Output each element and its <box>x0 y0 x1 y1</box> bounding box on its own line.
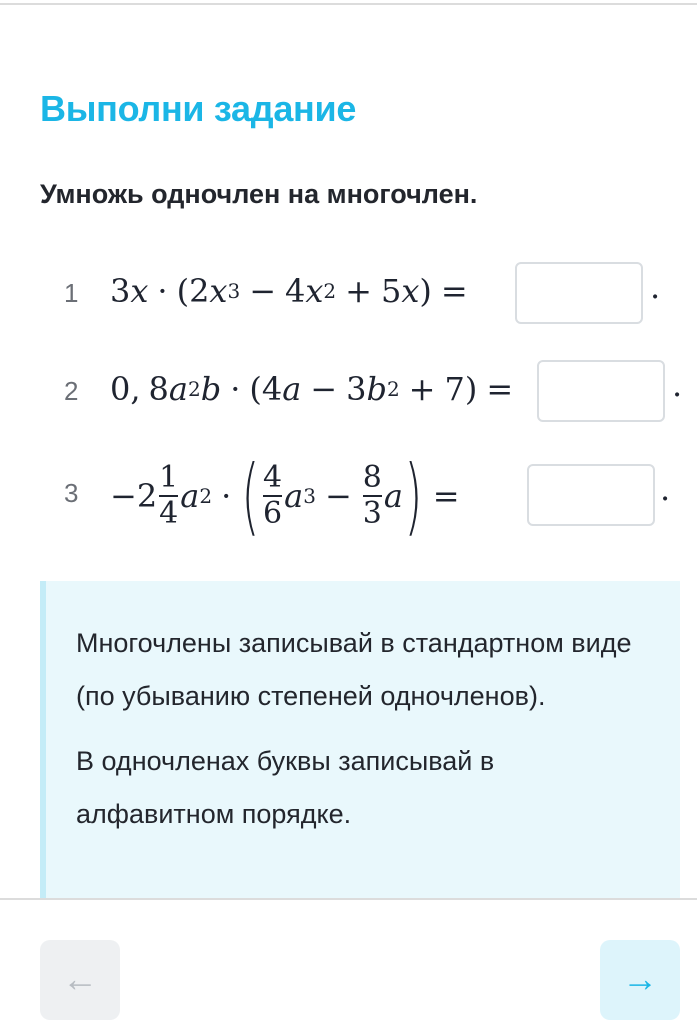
period: . <box>660 470 671 508</box>
task-number: 3 <box>64 478 79 508</box>
hint-paragraph-alphabetical: В одночленах буквы записывай в алфавитном порядке. <box>76 746 495 829</box>
next-button[interactable] <box>600 940 680 1020</box>
period: . <box>672 366 683 404</box>
previous-button[interactable] <box>40 940 120 1020</box>
math-expression-3: −2 $\frac{1}{4}$ a 2 · ( $\frac{4}{6}$ a 3 − $\frac{8}{3}$ a ) = <box>110 447 460 545</box>
task-row-1 <box>0 244 697 344</box>
task-row-3 <box>0 444 697 544</box>
page-title: Выполни задание <box>40 88 357 129</box>
fraction-one-quarter: $\frac{1}{4}$ <box>159 460 179 531</box>
hint-paragraph-standard-form: Многочлены записывай в стандартном виде (по убыванию степеней одночленов). <box>76 628 632 711</box>
task-instruction: Умножь одночлен на многочлен. <box>40 179 478 209</box>
task-number: 1 <box>64 278 79 308</box>
bottom-divider <box>0 898 697 900</box>
fraction-four-sixths: $\frac{4}{6}$ <box>263 460 283 531</box>
hint-box <box>40 581 680 899</box>
task-row-2 <box>0 342 697 442</box>
task-number: 2 <box>64 376 79 406</box>
hint-accent-bar <box>40 581 46 899</box>
answer-input-3[interactable] <box>527 464 655 526</box>
answer-input-1[interactable] <box>515 262 643 324</box>
arrow-right-icon: → <box>622 958 658 999</box>
top-divider <box>0 3 697 5</box>
fraction-eight-thirds: $\frac{8}{3}$ <box>362 460 382 531</box>
answer-input-2[interactable] <box>537 360 665 422</box>
arrow-left-icon: ← <box>62 958 98 999</box>
period: . <box>650 268 661 306</box>
math-expression-2: 0, 8 a 2 b · (4 a − 3 b 2 + 7) = <box>110 370 514 408</box>
math-expression-1: 3 x · (2 x 3 − 4 x 2 + 5 x ) = <box>110 272 468 310</box>
